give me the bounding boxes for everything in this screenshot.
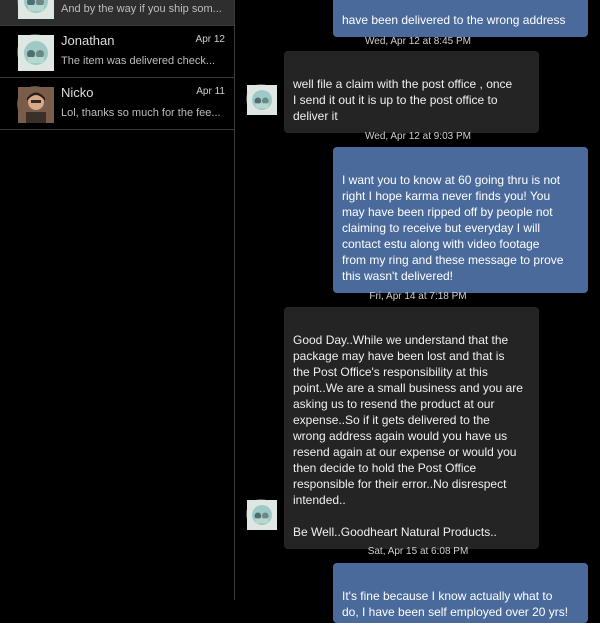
conversation-preview: The item was delivered check...: [61, 55, 216, 67]
avatar: [17, 86, 53, 122]
avatar: [17, 0, 53, 18]
message-bubble-outgoing: [333, 563, 588, 623]
message-bubble-incoming: [284, 307, 539, 549]
message-text: well file a claim with the post office , once I send it out it is up to the post office to deliver it: [293, 77, 513, 123]
message-bubble-outgoing: [333, 0, 588, 37]
message-text: have been delivered to the wrong address: [342, 13, 566, 27]
message-text: Good Day..While we understand that the package may have been lost and that is the Post Office's responsibility at this point..We are a small business and you are asking us to resend the product at our expense..So if it gets delivered to the wrong address again would you have us resend again at our expense or would you then decide to hold the Post Office responsible for their error..No disrespect intended.. Be Well..Goodheart Natural Products..: [293, 333, 523, 539]
conversation-list: [0, 0, 235, 600]
avatar: [246, 499, 276, 529]
conversation-item-jonathan[interactable]: [0, 26, 234, 78]
message-timestamp: Wed, Apr 12 at 9:03 PM: [365, 131, 471, 142]
message-timestamp: Wed, Apr 12 at 8:45 PM: [365, 36, 471, 47]
avatar: [17, 34, 53, 70]
message-bubble-incoming: [284, 51, 539, 133]
message-timestamp: Fri, Apr 14 at 7:18 PM: [369, 291, 467, 302]
message-timestamp: Sat, Apr 15 at 6:08 PM: [367, 546, 469, 557]
conversation-preview: Lol, thanks so much for the fee...: [61, 107, 221, 119]
message-text: It's fine because I know actually what to do, I have been self employed over 20 yrs!: [342, 589, 569, 619]
message-thread: [236, 0, 600, 619]
conversation-date: Apr 12: [195, 34, 225, 45]
conversation-item[interactable]: [0, 0, 234, 26]
conversation-name: Jonathan: [61, 33, 115, 48]
avatar: [246, 84, 276, 114]
conversation-item-nicko[interactable]: [0, 78, 234, 130]
message-text: I want you to know at 60 going thru is not right I hope karma never finds you! You may have been ripped off by people not claiming to receive but everyday I will contact estu along with video footage from my ring and these message to prove this wasn't delivered!: [342, 173, 564, 283]
conversation-date: Apr 11: [196, 86, 225, 97]
conversation-preview: And by the way if you ship som...: [61, 3, 222, 15]
message-bubble-outgoing: [333, 147, 588, 293]
conversation-name: Nicko: [61, 85, 94, 100]
